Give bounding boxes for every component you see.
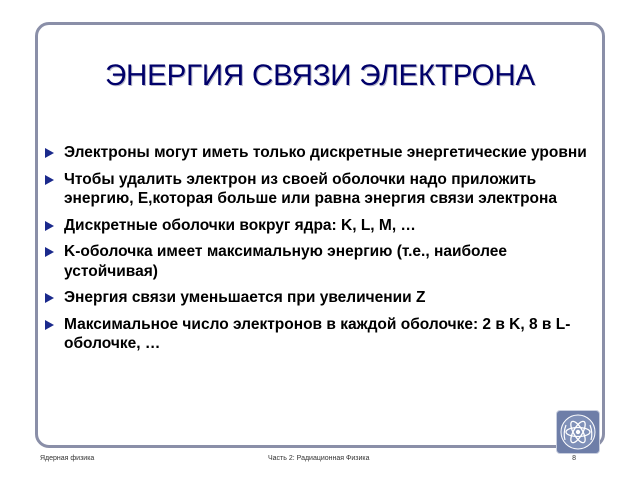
triangle-bullet-icon — [45, 175, 54, 185]
bullet-list — [45, 143, 593, 361]
bullet-text: Чтобы удалить электрон из своей оболочки надо приложить энергию, Е,которая больше или равна энергия связи электрона — [64, 170, 557, 207]
triangle-bullet-icon — [45, 247, 54, 257]
bullet-text: Электроны могут иметь только дискретные энергетические уровни — [64, 144, 587, 161]
footer-page-number: 8 — [572, 455, 576, 462]
bullet-text: K-оболочка имеет максимальную энергию (т.е., наиболее устойчивая) — [64, 243, 508, 280]
bullet-text: Максимальное число электронов в каждой оболочке: 2 в K, 8 в L-оболочке, … — [64, 315, 571, 352]
bullet-text: Дискретные оболочки вокруг ядра: K, L, M, … — [64, 216, 416, 234]
bullet-item — [45, 288, 593, 308]
footer-section-name: Часть 2: Радиационная Физика — [268, 455, 370, 462]
triangle-bullet-icon — [45, 148, 54, 158]
footer-course-name: Ядерная физика — [40, 455, 95, 462]
bullet-item — [45, 315, 593, 354]
atom-emblem-icon — [559, 413, 597, 451]
slide-title: ЭНЕРГИЯ СВЯЗИ ЭЛЕКТРОНА — [105, 59, 535, 92]
bullet-text: Энергия связи уменьшается при увеличении Z — [64, 289, 426, 306]
triangle-bullet-icon — [45, 221, 54, 231]
triangle-bullet-icon — [45, 320, 54, 330]
organization-logo — [556, 410, 600, 454]
bullet-item — [45, 170, 593, 209]
bullet-item — [45, 242, 593, 281]
triangle-bullet-icon — [45, 293, 54, 303]
bullet-item — [45, 216, 593, 236]
bullet-item — [45, 143, 593, 163]
